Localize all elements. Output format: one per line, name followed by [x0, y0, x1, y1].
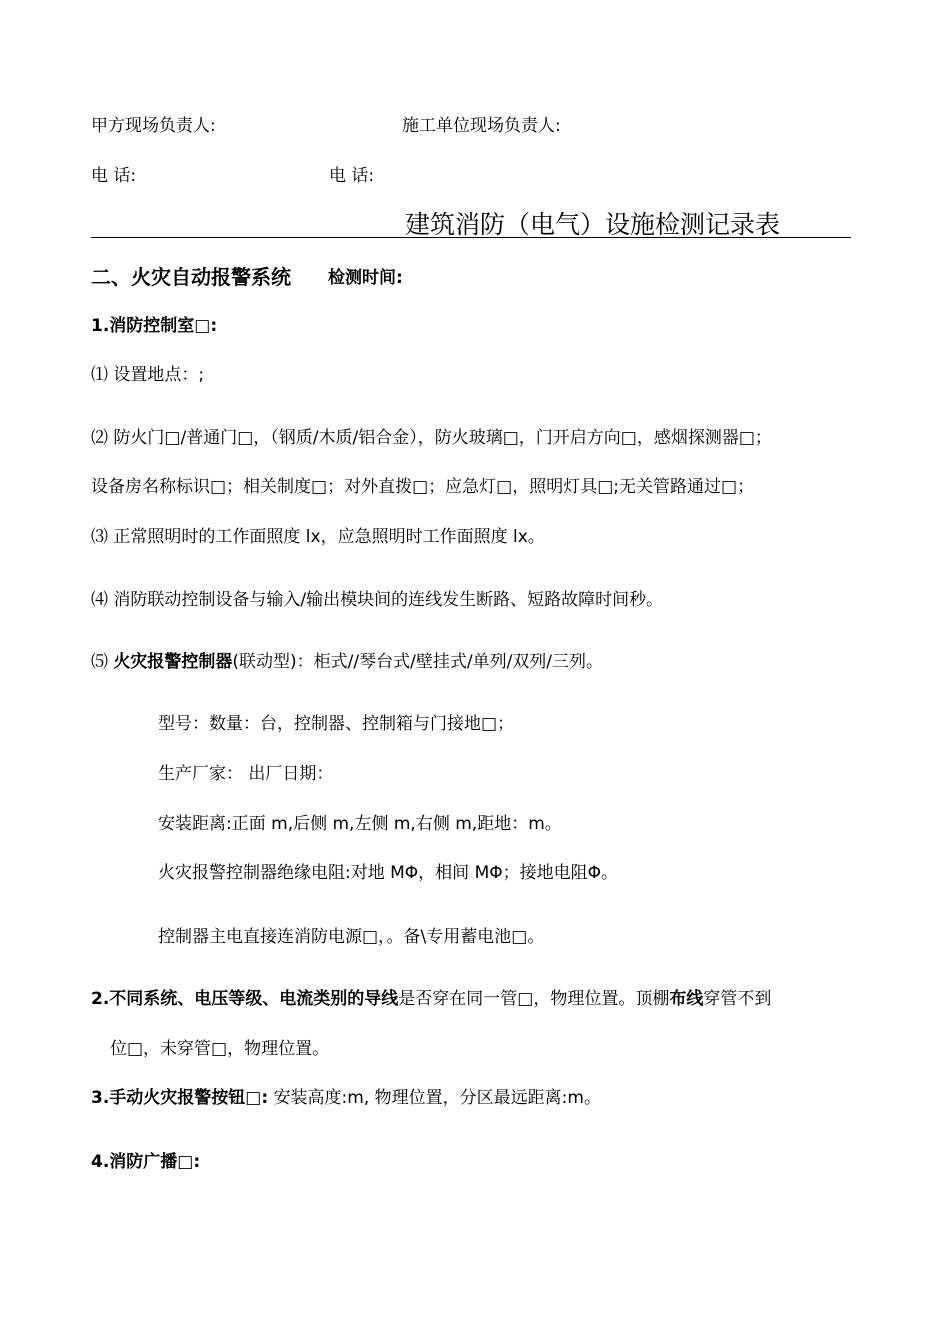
item1-controller-type	[91, 651, 603, 673]
section-heading: 二、火灾自动报警系统	[91, 265, 291, 289]
controller-model-qty: 型号：数量：台，控制器、控制箱与门接地□；	[158, 714, 515, 734]
item1-controller-prefix: ⑸	[91, 652, 114, 672]
item2-rest-1: 是否穿在同一管□，物理位置。顶棚	[398, 989, 670, 1009]
item3-manual-button	[91, 1087, 601, 1109]
item1-linkage-fault-time: ⑷ 消防联动控制设备与输入/输出模块间的连线发生断路、短路故障时间秒。	[91, 590, 664, 610]
item1-controller-bold: 火灾报警控制器	[113, 652, 233, 672]
item1-heading: 1.消防控制室□:	[91, 316, 218, 336]
controller-power: 控制器主电直接连消防电源□，。备\专用蓄电池□。	[158, 927, 545, 947]
title-underline	[91, 237, 851, 238]
item3-rest: 安装高度:m, 物理位置，分区最远距离:m。	[268, 1088, 601, 1108]
item1-location: ⑴ 设置地点：;	[91, 365, 205, 385]
controller-insulation: 火灾报警控制器绝缘电阻:对地 MΦ，相间 MΦ；接地电阻Φ。	[158, 863, 619, 883]
item2-bold-2: 布线	[669, 989, 704, 1009]
document-title: 建筑消防（电气）设施检测记录表	[405, 210, 781, 239]
contractor-contact-label: 施工单位现场负责人:	[402, 116, 561, 136]
item4-heading: 4.消防广播□:	[91, 1152, 201, 1172]
inspection-time-label: 检测时间:	[328, 268, 403, 288]
item3-bold: 3.手动火灾报警按钮□:	[91, 1088, 269, 1108]
controller-manufacturer: 生产厂家： 出厂日期：	[158, 764, 334, 784]
item2-bold-1: 2.不同系统、电压等级、电流类别的导线	[91, 989, 399, 1009]
item1-equipment-room: 设备房名称标识□；相关制度□；对外直拨□；应急灯□，照明灯具□;无关管路通过□；	[91, 477, 755, 497]
item2-wiring	[91, 988, 771, 1010]
item2-rest-2: 穿管不到	[703, 989, 772, 1009]
phone-a-label: 电 话:	[91, 166, 137, 186]
item1-illuminance: ⑶ 正常照明时的工作面照度 lx，应急照明时工作面照度 lx。	[91, 527, 545, 547]
item1-controller-rest: (联动型)：柜式//琴台式/壁挂式/单列/双列/三列。	[232, 652, 604, 672]
party-a-contact-label: 甲方现场负责人:	[91, 116, 216, 136]
controller-install-distance: 安装距离:正面 m,后侧 m,左侧 m,右侧 m,距地：m。	[158, 814, 562, 834]
item1-door-detector: ⑵ 防火门□/普通门□，（钢质/木质/铝合金），防火玻璃□，门开启方向□，感烟探测器□；	[91, 428, 772, 448]
phone-b-label: 电 话:	[329, 166, 375, 186]
item2-wiring-line2: 位□，未穿管□，物理位置。	[110, 1039, 330, 1059]
